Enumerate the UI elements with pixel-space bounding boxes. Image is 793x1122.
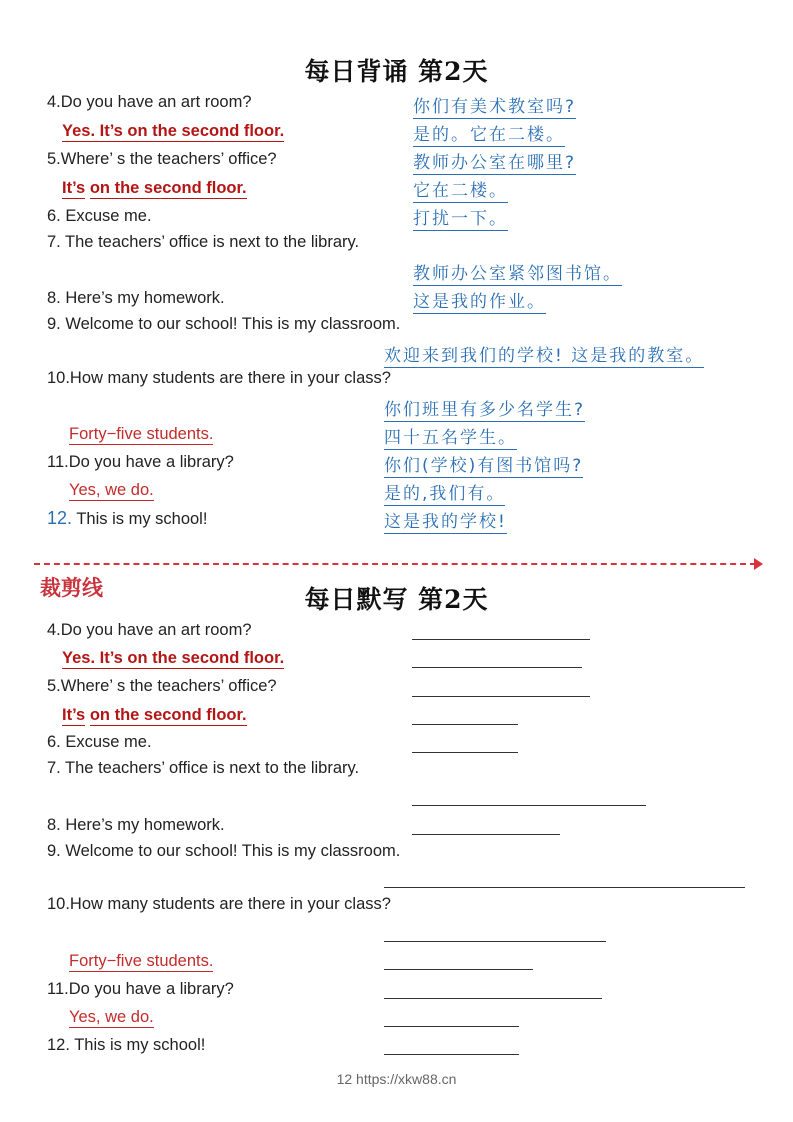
recite-cn10a: 四十五名学生。 bbox=[384, 423, 517, 450]
blank-line-4a bbox=[412, 667, 582, 668]
dictation-q8: 8. Here’s my homework. bbox=[47, 816, 225, 834]
recite-cn12: 这是我的学校! bbox=[384, 507, 507, 534]
recite-cn7: 教师办公室紧邻图书馆。 bbox=[413, 259, 622, 286]
recite-cn8: 这是我的作业。 bbox=[413, 287, 546, 314]
dictation-a11 bbox=[69, 1008, 154, 1027]
blank-line-4 bbox=[412, 639, 590, 640]
recite-q10: 10.How many students are there in your class? bbox=[47, 369, 391, 387]
dictation-q9: 9. Welcome to our school! This is my classroom. bbox=[47, 842, 401, 860]
recite-q9: 9. Welcome to our school! This is my classroom. bbox=[47, 315, 401, 333]
recite-a10 bbox=[69, 425, 213, 444]
recite-title: 每日背诵 第2天 bbox=[304, 57, 489, 86]
dictation-a11-text: Yes, we do. bbox=[69, 1008, 154, 1026]
recite-cn4a: 是的。它在二楼。 bbox=[413, 120, 565, 147]
blank-line-8 bbox=[412, 834, 560, 835]
blank-line-6 bbox=[412, 752, 518, 753]
recite-a5 bbox=[62, 179, 247, 198]
blank-line-10a bbox=[384, 969, 533, 970]
recite-a4-text: Yes. It’s on the second floor. bbox=[62, 122, 285, 140]
recite-q7: 7. The teachers’ office is next to the library. bbox=[47, 233, 360, 251]
blank-line-11 bbox=[384, 998, 602, 999]
dictation-a10 bbox=[69, 952, 213, 971]
recite-cn11: 你们(学校)有图书馆吗? bbox=[384, 451, 583, 478]
cut-label: 裁剪线 bbox=[40, 575, 103, 600]
recite-a11 bbox=[69, 481, 154, 500]
dictation-q4: 4.Do you have an art room? bbox=[47, 621, 252, 639]
cut-arrow-icon bbox=[754, 558, 763, 570]
recite-cn10: 你们班里有多少名学生? bbox=[384, 395, 585, 422]
page-footer: 12 https://xkw88.cn bbox=[336, 1071, 457, 1087]
dictation-q6: 6. Excuse me. bbox=[47, 733, 152, 751]
recite-q8: 8. Here’s my homework. bbox=[47, 289, 225, 307]
recite-a4 bbox=[62, 122, 284, 141]
dictation-a5 bbox=[62, 706, 247, 725]
dictation-a10-text: Forty−five students. bbox=[69, 952, 214, 970]
recite-a10-text: Forty−five students. bbox=[69, 425, 214, 443]
recite-a5-post: on the second floor. bbox=[89, 179, 247, 197]
dictation-a5-post: on the second floor. bbox=[89, 706, 247, 724]
recite-q12-number: 12. bbox=[47, 508, 73, 528]
recite-q11: 11.Do you have a library? bbox=[47, 453, 234, 471]
recite-q5: 5.Where’ s the teachers’ office? bbox=[47, 150, 277, 168]
dictation-title: 每日默写 第2天 bbox=[304, 585, 489, 614]
recite-cn6: 打扰一下。 bbox=[413, 204, 508, 231]
recite-a5-pre: It’s bbox=[62, 179, 86, 197]
blank-line-5a bbox=[412, 724, 518, 725]
recite-q12 bbox=[47, 508, 207, 529]
recite-a11-text: Yes, we do. bbox=[69, 481, 154, 499]
dictation-a5-pre: It’s bbox=[62, 706, 86, 724]
recite-cn4: 你们有美术教室吗? bbox=[413, 92, 576, 119]
recite-cn9: 欢迎来到我们的学校! 这是我的教室。 bbox=[384, 341, 704, 368]
recite-cn5a: 它在二楼。 bbox=[413, 176, 508, 203]
dictation-q10: 10.How many students are there in your class? bbox=[47, 895, 391, 913]
blank-line-5 bbox=[412, 696, 590, 697]
cut-line bbox=[34, 563, 756, 565]
dictation-q7: 7. The teachers’ office is next to the library. bbox=[47, 759, 360, 777]
recite-cn5: 教师办公室在哪里? bbox=[413, 148, 576, 175]
recite-cn11a: 是的,我们有。 bbox=[384, 479, 505, 506]
dictation-a4-text: Yes. It’s on the second floor. bbox=[62, 649, 285, 667]
blank-line-10 bbox=[384, 941, 606, 942]
recite-q4: 4.Do you have an art room? bbox=[47, 93, 252, 111]
blank-line-7 bbox=[412, 805, 646, 806]
dictation-q12: 12. This is my school! bbox=[47, 1036, 206, 1054]
blank-line-12 bbox=[384, 1054, 519, 1055]
dictation-q11: 11.Do you have a library? bbox=[47, 980, 234, 998]
blank-line-9 bbox=[384, 887, 745, 888]
recite-q12-text: This is my school! bbox=[72, 510, 208, 528]
blank-line-11a bbox=[384, 1026, 519, 1027]
dictation-q5: 5.Where’ s the teachers’ office? bbox=[47, 677, 277, 695]
recite-q6: 6. Excuse me. bbox=[47, 207, 152, 225]
dictation-a4 bbox=[62, 649, 284, 668]
